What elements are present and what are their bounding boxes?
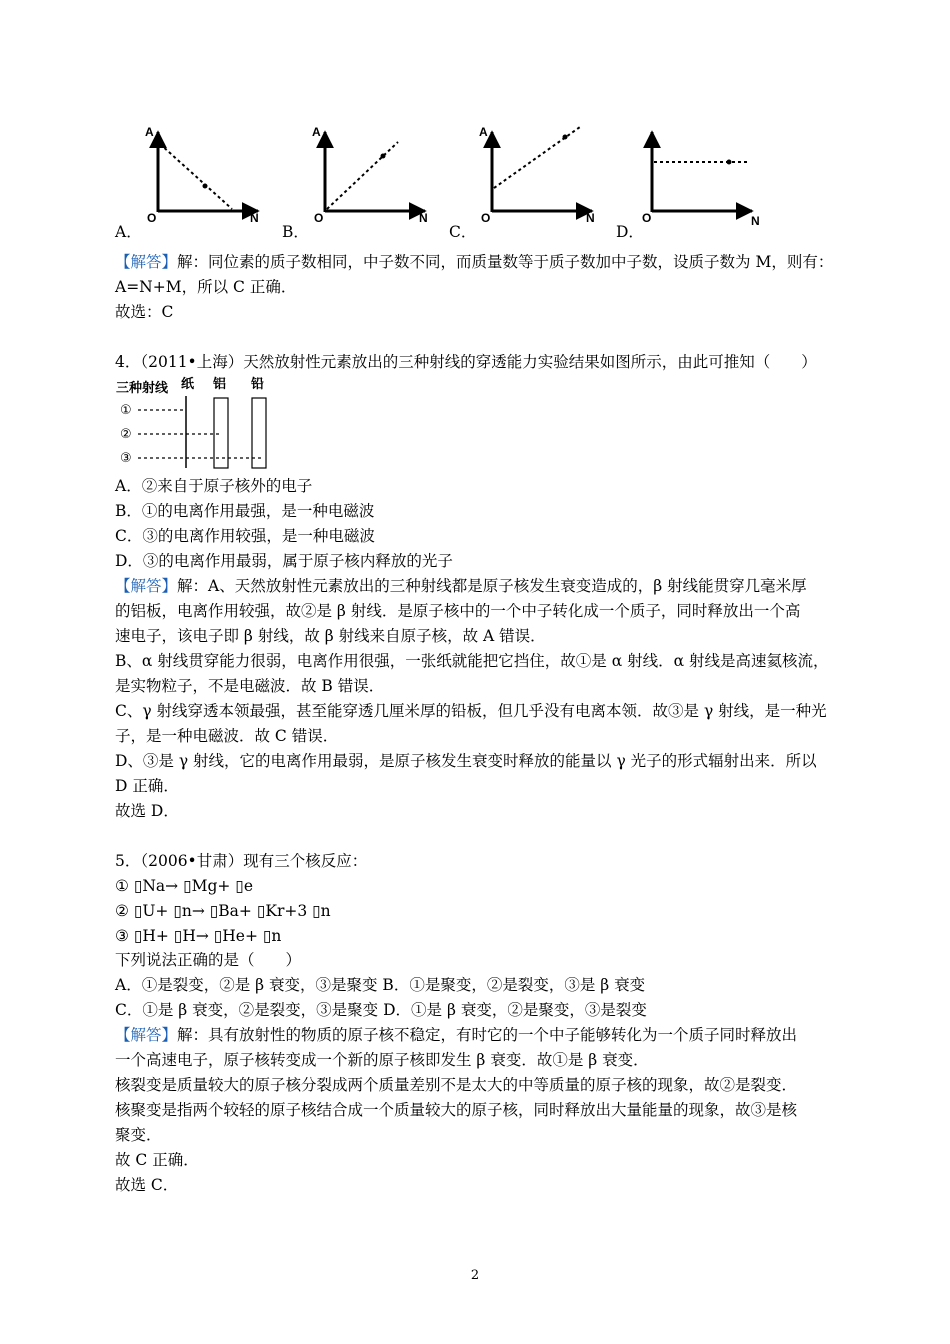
graph-b-axis-a: A: [312, 125, 321, 139]
graph-d-axis-n: N: [751, 214, 760, 228]
q4-answer-line-5: 是实物粒子，不是电磁波．故 B 错误．: [115, 677, 385, 695]
q3-option-b-label: B．: [282, 223, 309, 241]
q5-reaction-3: ③ ▯H+ ▯H→ ▯He+ ▯n: [115, 927, 282, 945]
q4-answer-tag: 【解答】: [115, 577, 178, 595]
q5-reaction-2: ② ▯U+ ▯n→ ▯Ba+ ▯Kr+3 ▯n: [115, 902, 331, 920]
q5-answer-line-1: 【解答】解：具有放射性的物质的原子核不稳定，有时它的一个中子能够转化为一个质子同时释放出: [115, 1026, 798, 1044]
q5-question: 下列说法正确的是（ ）: [115, 951, 302, 969]
graph-a-axis-n: N: [250, 211, 259, 225]
figure-title: 三种射线: [116, 380, 169, 395]
q3-answer-tag: 【解答】: [115, 253, 178, 271]
graph-c-axis-n: N: [586, 211, 595, 225]
q5-stem: 5．（2006•甘肃）现有三个核反应：: [115, 852, 368, 870]
q3-answer-line-3: 故选：C: [115, 303, 174, 321]
q4-answer-line-7: 子，是一种电磁波．故 C 错误．: [115, 727, 339, 745]
q5-answer-line-4: 核聚变是指两个较轻的原子核结合成一个质量较大的原子核，同时释放出大量能量的现象，故③是核: [115, 1101, 798, 1119]
graph-c-axis-o: O: [481, 211, 491, 225]
q4-answer-line-9: D 正确．: [115, 777, 179, 795]
graph-b-axis-o: O: [314, 211, 324, 225]
q5-answer-line-2: 一个高速电子，原子核转变成一个新的原子核即发生 β 衰变．故①是 β 衰变．: [115, 1051, 649, 1069]
q5-reaction-1: ① ▯Na→ ▯Mg+ ▯e: [115, 877, 254, 895]
q4-answer-line-10: 故选 D．: [115, 802, 179, 820]
graph-a: [145, 125, 259, 225]
figure-paper-label: 纸: [181, 376, 195, 391]
q4-answer-line-3: 速电子，该电子即 β 射线，故 β 射线来自原子核，故 A 错误．: [115, 627, 546, 645]
ray-2-label: ②: [120, 426, 132, 441]
q3-answer-line-1: 【解答】解：同位素的质子数相同，中子数不同，而质量数等于质子数加中子数，设质子数为 M，则有：: [115, 253, 834, 271]
q5-options-ab: A．①是裂变，②是 β 衰变，③是聚变 B．①是聚变，②是裂变，③是 β 衰变: [115, 976, 646, 994]
ray-1-label: ①: [120, 402, 132, 417]
q4-answer-line-1: 【解答】解：A、天然放射性元素放出的三种射线都是原子核发生衰变造成的，β 射线能贯穿几毫米厚: [115, 577, 807, 595]
graph-b: [312, 125, 428, 225]
q4-penetration-figure: [112, 374, 292, 469]
q5-answer-line-6: 故 C 正确．: [115, 1151, 199, 1169]
q4-answer-line-2: 的铝板，电离作用较强，故②是 β 射线．是原子核中的一个中子转化成一个质子，同时释放出一个高: [115, 602, 801, 620]
q4-answer-line-8: D、③是 γ 射线，它的电离作用最弱，是原子核发生衰变时释放的能量以 γ 光子的形式辐射出来．所以: [115, 752, 817, 770]
q5-options-cd: C．①是 β 衰变，②是裂变，③是聚变 D．①是 β 衰变，②是聚变，③是裂变: [115, 1001, 647, 1019]
q4-answer-line-4: B、α 射线贯穿能力很弱，电离作用很强，一张纸就能把它挡住，故①是 α 射线．α 射线是高速氦核流，: [115, 652, 829, 670]
q3-answer-line-2: A=N+M，所以 C 正确．: [115, 278, 297, 296]
graph-a-axis-o: O: [147, 211, 157, 225]
graph-a-axis-a: A: [145, 125, 154, 139]
q3-graphs: [0, 0, 950, 240]
q4-option-c: C．③的电离作用较强，是一种电磁波: [115, 527, 375, 545]
q5-answer-line-7: 故选 C．: [115, 1176, 179, 1194]
q4-option-a: A．②来自于原子核外的电子: [115, 477, 313, 495]
figure-lead-label: 铅: [251, 376, 265, 391]
graph-c-axis-a: A: [479, 125, 488, 139]
figure-aluminum-label: 铝: [213, 376, 227, 391]
q3-option-d-label: D．: [616, 223, 644, 241]
ray-3-label: ③: [120, 450, 132, 465]
q5-answer-tag: 【解答】: [115, 1026, 178, 1044]
q3-option-a-label: A．: [115, 223, 142, 241]
graph-b-axis-n: N: [419, 211, 428, 225]
q4-option-d: D．③的电离作用最弱，属于原子核内释放的光子: [115, 552, 453, 570]
q4-stem: 4．（2011•上海）天然放射性元素放出的三种射线的穿透能力实验结果如图所示，由此可推知（ ）: [115, 353, 817, 371]
graph-c: [479, 125, 595, 225]
graph-d-axis-o: O: [642, 211, 652, 225]
q3-option-c-label: C．: [449, 223, 477, 241]
q4-answer-line-6: C、γ 射线穿透本领最强，甚至能穿透几厘米厚的铅板，但几乎没有电离本领．故③是 γ 射线，是一种光: [115, 702, 827, 720]
graph-d: [642, 132, 760, 228]
q5-answer-line-5: 聚变．: [115, 1126, 162, 1144]
q5-answer-line-3: 核裂变是质量较大的原子核分裂成两个质量差别不是太大的中等质量的原子核的现象，故②是裂变．: [115, 1076, 798, 1094]
page-number: 2: [470, 1268, 480, 1283]
q4-option-b: B．①的电离作用最强，是一种电磁波: [115, 502, 375, 520]
